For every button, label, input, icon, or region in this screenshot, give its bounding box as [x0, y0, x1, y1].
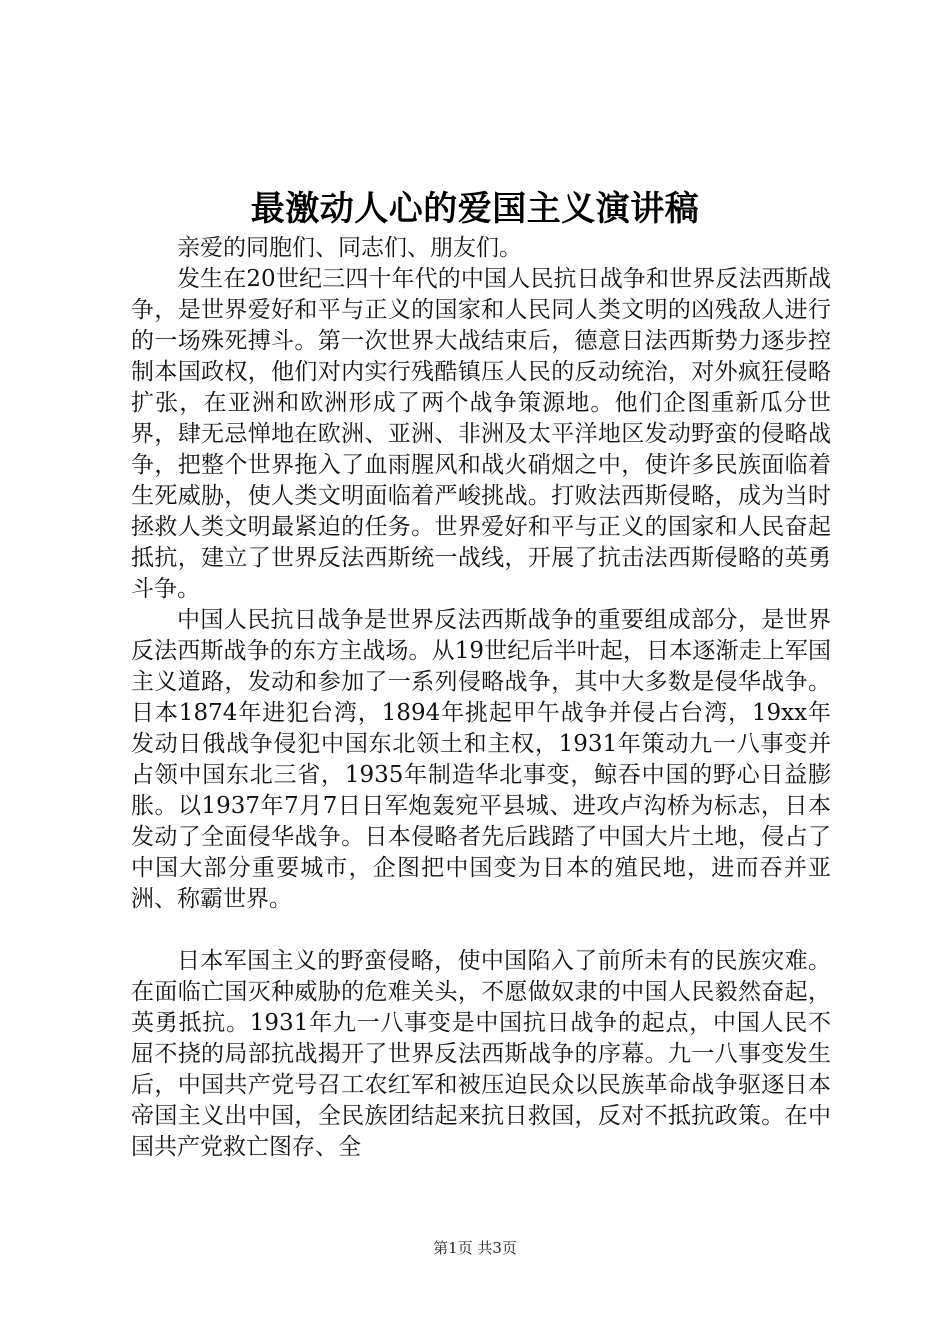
- paragraph-3: 日本军国主义的野蛮侵略，使中国陷入了前所未有的民族灾难。在面临亡国灭种威胁的危难关头，不愿做奴隶的中国人民毅然奋起，英勇抵抗。1931年九一八事变是中国抗日战争的起点，中国人民不屈不挠的局部抗战揭开了世界反法西斯战争的序幕。九一八事变发生后，中国共产党号召工农红军和被压迫民众以民族革命战争驱逐日本帝国主义出中国，全民族团结起来抗日救国，反对不抵抗政策。在中国共产党救亡图存、全: [131, 948, 831, 1160]
- document-body: [131, 233, 831, 1163]
- paragraph-spacer: [131, 915, 831, 946]
- paragraph-2: 中国人民抗日战争是世界反法西斯战争的重要组成部分，是世界反法西斯战争的东方主战场。从19世纪后半叶起，日本逐渐走上军国主义道路，发动和参加了一系列侵略战争，其中大多数是侵华战争。日本1874年进犯台湾，1894年挑起甲午战争并侵占台湾，19xx年发动日俄战争侵犯中国东北领土和主权，1931年策动九一八事变并占领中国东北三省，1935年制造华北事变，鲸吞中国的野心日益膨胀。以1937年7月7日日军炮轰宛平县城、进攻卢沟桥为标志，日本发动了全面侵华战争。日本侵略者先后践踏了中国大片土地，侵占了中国大部分重要城市，企图把中国变为日本的殖民地，进而吞并亚洲、称霸世界。: [131, 607, 831, 912]
- page-number-footer: 第1页 共3页: [433, 1239, 517, 1257]
- document-title: 最激动人心的爱国主义演讲稿: [250, 189, 700, 229]
- paragraph-1: 发生在20世纪三四十年代的中国人民抗日战争和世界反法西斯战争，是世界爱好和平与正义的国家和人民同人类文明的凶残敌人进行的一场殊死搏斗。第一次世界大战结束后，德意日法西斯势力逐步控制本国政权，他们对内实行残酷镇压人民的反动统治，对外疯狂侵略扩张，在亚洲和欧洲形成了两个战争策源地。他们企图重新瓜分世界，肆无忌惮地在欧洲、亚洲、非洲及太平洋地区发动野蛮的侵略战争，把整个世界拖入了血雨腥风和战火硝烟之中，使许多民族面临着生死威胁，使人类文明面临着严峻挑战。打败法西斯侵略，成为当时拯救人类文明最紧迫的任务。世界爱好和平与正义的国家和人民奋起抵抗，建立了世界反法西斯统一战线，开展了抗击法西斯侵略的英勇斗争。: [131, 266, 831, 602]
- paragraph-salutation: 亲爱的同胞们、同志们、朋友们。: [177, 235, 522, 261]
